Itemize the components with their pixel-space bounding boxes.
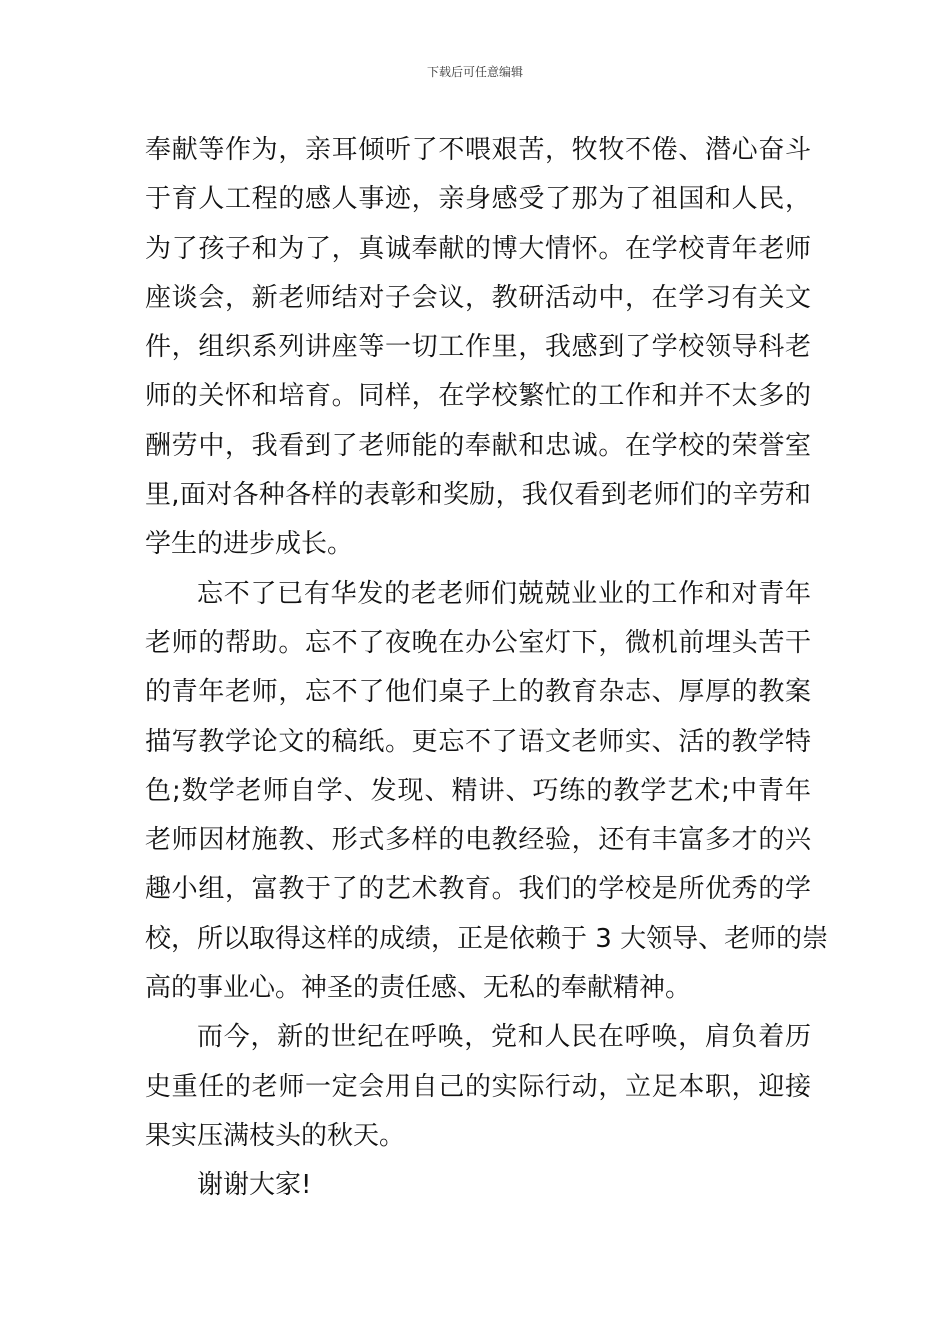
text-line: 高的事业心。神圣的责任感、无私的奉献精神。 xyxy=(145,973,692,1004)
text-line: 史重任的老师一定会用自己的实际行动，立足本职，迎接 xyxy=(145,1071,811,1102)
text-line: 里,面对各种各样的表彰和奖励，我仅看到老师们的辛劳和 xyxy=(145,480,811,511)
text-line: 件，组织系列讲座等一切工作里，我感到了学校领导科老 xyxy=(145,332,811,363)
text-line: 老师的帮助。忘不了夜晚在办公室灯下，微机前埋头苦干 xyxy=(145,627,811,658)
text-line: 于育人工程的感人事迹，亲身感受了那为了祖国和人民， xyxy=(145,184,811,215)
text-line: 果实压满枝头的秋天。 xyxy=(145,1120,406,1151)
text-line: 的青年老师，忘不了他们桌子上的教育杂志、厚厚的教案 xyxy=(145,677,811,708)
text-line: 趣小组，富教于了的艺术教育。我们的学校是所优秀的学 xyxy=(145,874,811,905)
document-body xyxy=(145,126,829,1211)
text-line: 座谈会，新老师结对子会议，教研活动中，在学习有关文 xyxy=(145,282,811,313)
paragraph xyxy=(145,1161,811,1210)
paragraph xyxy=(145,570,829,1014)
text-line: 为了孩子和为了，真诚奉献的博大情怀。在学校青年老师 xyxy=(145,233,811,264)
text-line: 而今，新的世纪在呼唤，党和人民在呼唤，肩负着历 xyxy=(197,1022,811,1053)
text-line: 描写教学论文的稿纸。更忘不了语文老师实、活的教学特 xyxy=(145,726,811,757)
text-line: 色;数学老师自学、发现、精讲、巧练的教学艺术;中青年 xyxy=(145,775,811,806)
text-line: 老师因材施教、形式多样的电教经验，还有丰富多才的兴 xyxy=(145,825,811,856)
text-line: 师的关怀和培育。同样，在学校繁忙的工作和并不太多的 xyxy=(145,381,811,412)
paragraph xyxy=(145,1013,811,1161)
text-line: 学生的进步成长。 xyxy=(145,529,354,560)
page-header: 下载后可任意编辑 xyxy=(426,65,523,79)
text-line: 奉献等作为，亲耳倾听了不喂艰苦，牧牧不倦、潜心奋斗 xyxy=(145,135,811,165)
closing-line: 谢谢大家! xyxy=(197,1170,312,1201)
text-line: 校，所以取得这样的成绩，正是依赖于 3 大领导、老师的崇 xyxy=(145,923,829,954)
text-line: 忘不了已有华发的老老师们兢兢业业的工作和对青年 xyxy=(197,578,811,609)
paragraph xyxy=(145,126,811,570)
text-line: 酬劳中，我看到了老师能的奉献和忠诚。在学校的荣誉室 xyxy=(145,430,811,461)
